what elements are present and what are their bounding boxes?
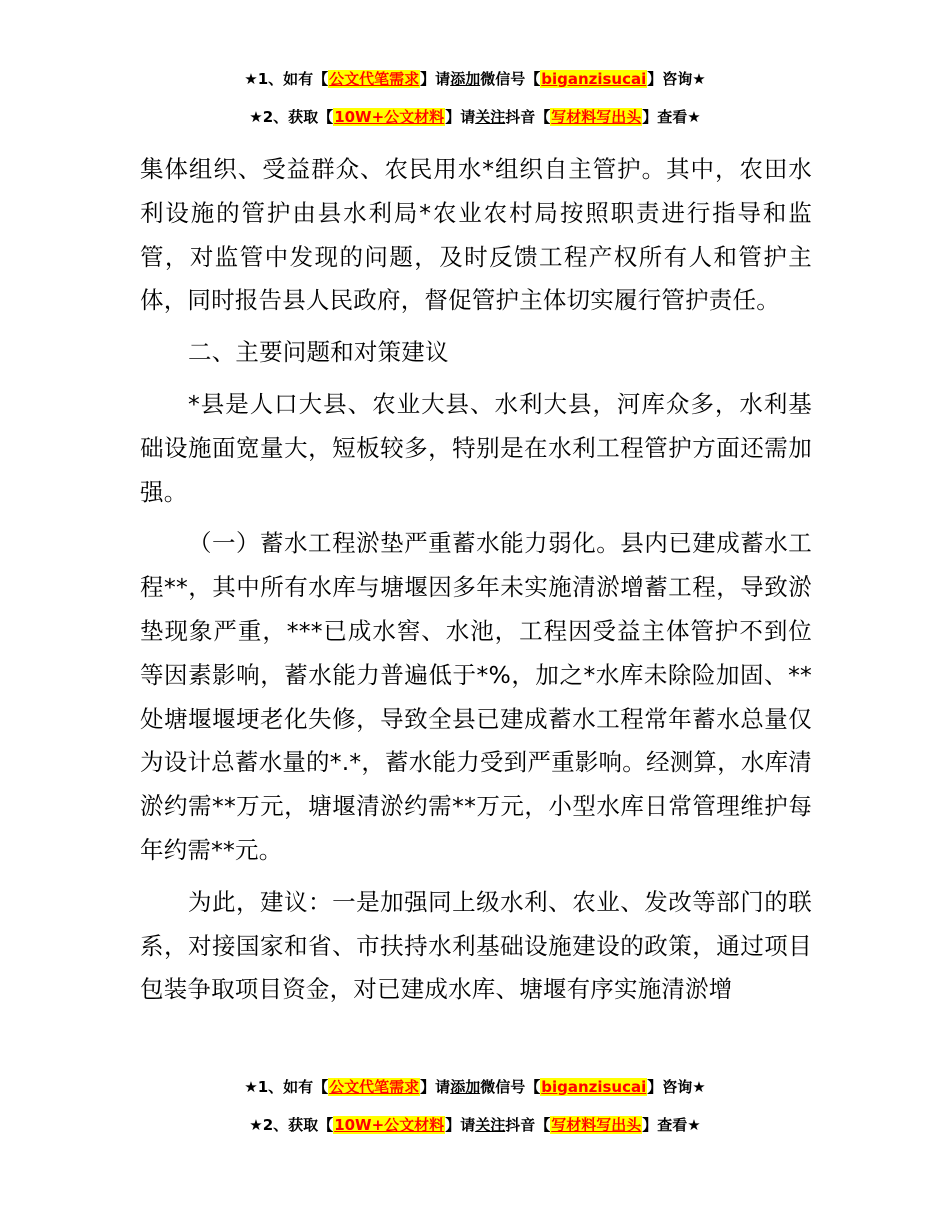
header-line1-mid-a: 】请 — [420, 70, 451, 88]
footer-line1-prefix: ★1、如有【 — [244, 1078, 329, 1096]
footer-line2-mid-a: 】请 — [445, 1116, 476, 1134]
footer-line1-underlined: 添加 — [450, 1078, 481, 1096]
header-line2-end: 】查看★ — [642, 108, 701, 126]
footer-line2-prefix: ★2、获取【 — [249, 1116, 334, 1134]
header-line1-end: 】咨询★ — [647, 70, 706, 88]
footer-line1-mid-a: 】请 — [420, 1078, 451, 1096]
footer-line2-end: 】查看★ — [642, 1116, 701, 1134]
header-line1-highlight-wechat: biganzisucai — [541, 70, 647, 88]
header-notice-line-2 — [0, 106, 950, 128]
header-line2-highlight-douyin: 写材料写出头 — [551, 108, 642, 126]
footer-line2-underlined: 关注 — [475, 1116, 506, 1134]
footer-line1-end: 】咨询★ — [647, 1078, 706, 1096]
footer-line1-highlight-wechat: biganzisucai — [541, 1078, 647, 1096]
header-line2-mid-b: 抖音【 — [505, 108, 551, 126]
header-notice-line-1 — [0, 68, 950, 90]
footer-line2-highlight-douyin: 写材料写出头 — [551, 1116, 642, 1134]
footer-line2-highlight-materials: 10W+公文材料 — [334, 1116, 445, 1134]
header-line2-underlined: 关注 — [475, 108, 506, 126]
header-line1-underlined: 添加 — [450, 70, 481, 88]
header-line2-prefix: ★2、获取【 — [249, 108, 334, 126]
paragraph-2: *县是人口大县、农业大县、水利大县，河库众多，水利基础设施面宽量大，短板较多，特别是在水利工程管护方面还需加强。 — [140, 389, 812, 506]
header-line1-highlight-service: 公文代笔需求 — [329, 70, 420, 88]
footer-line1-mid-b: 微信号【 — [480, 1078, 541, 1096]
header-line2-mid-a: 】请 — [445, 108, 476, 126]
footer-notice-line-1 — [0, 1076, 950, 1098]
section-heading: 二、主要问题和对策建议 — [188, 338, 449, 367]
footer-line1-highlight-service: 公文代笔需求 — [329, 1078, 420, 1096]
document-body — [140, 148, 812, 1020]
footer-notice-line-2 — [0, 1114, 950, 1136]
paragraph-1: 集体组织、受益群众、农民用水*组织自主管护。其中，农田水利设施的管护由县水利局*农业农村局按照职责进行指导和监管，对监管中发现的问题，及时反馈工程产权所有人和管护主体，同时报告县人民政府，督促管护主体切实履行管护责任。 — [140, 155, 812, 315]
header-line2-highlight-materials: 10W+公文材料 — [334, 108, 445, 126]
footer-line2-mid-b: 抖音【 — [505, 1116, 551, 1134]
paragraph-4: 为此，建议：一是加强同上级水利、农业、发改等部门的联系，对接国家和省、市扶持水利基础设施建设的政策，通过项目包装争取项目资金，对已建成水库、塘堰有序实施清淤增 — [140, 887, 812, 1004]
header-line1-prefix: ★1、如有【 — [244, 70, 329, 88]
header-line1-mid-b: 微信号【 — [480, 70, 541, 88]
paragraph-3: （一）蓄水工程淤垫严重蓄水能力弱化。县内已建成蓄水工程**，其中所有水库与塘堰因多年未实施清淤增蓄工程，导致淤垫现象严重，***已成水窖、水池，工程因受益主体管护不到位等因素影响，蓄水能力普遍低于*%，加之*水库未除险加固、**处塘堰堰埂老化失修，导致全县已建成蓄水工程常年蓄水总量仅为设计总蓄水量的*.*，蓄水能力受到严重影响。经测算，水库清淤约需**万元，塘堰清淤约需**万元，小型水库日常管理维护每年约需**元。 — [140, 529, 812, 864]
